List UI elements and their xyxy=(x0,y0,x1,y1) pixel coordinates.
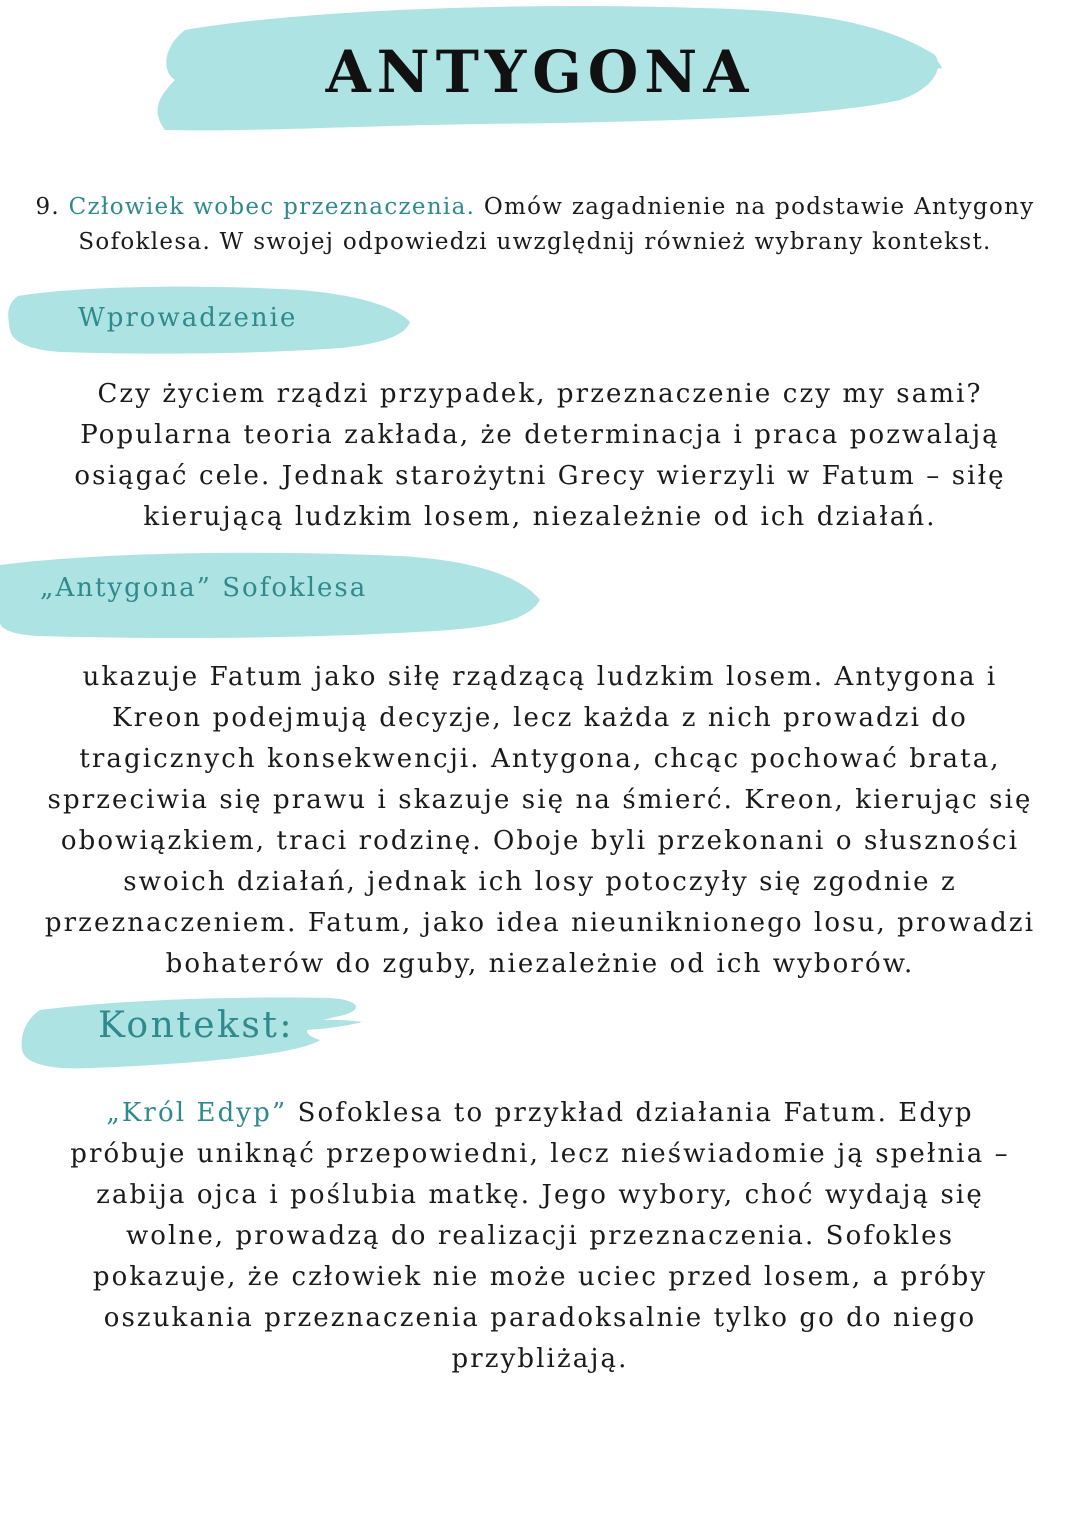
page-title: ANTYGONA xyxy=(325,38,755,106)
question-instruction: Omów zagadnienie na podstawie Antygony Sofoklesa. W swojej odpowiedzi uwzględnij również wybrany kontekst. xyxy=(78,194,1035,255)
intro-paragraph xyxy=(12,374,1068,538)
antygona-line: przeznaczeniem. Fatum, jako idea nieuniknionego losu, prowadzi xyxy=(44,908,1036,938)
kontekst-line: oszukania przeznaczenia paradoksalnie tylko go do niego xyxy=(103,1303,977,1333)
antygona-line: bohaterów do zguby, niezależnie od ich wyborów. xyxy=(165,949,915,979)
antygona-line: ukazuje Fatum jako siłę rządzącą ludzkim losem. Antygona i xyxy=(82,662,998,692)
question-number: 9. xyxy=(35,194,61,220)
kontekst-line: pokazuje, że człowiek nie może uciec przed losem, a próby xyxy=(92,1262,988,1292)
kontekst-line: wolne, prowadzą do realizacji przeznaczenia. Sofokles xyxy=(125,1221,955,1251)
intro-line: osiągać cele. Jednak starożytni Grecy wierzyli w Fatum – siłę xyxy=(74,461,1006,491)
antygona-line: swoich działań, jednak ich losy potoczyły się zgodnie z xyxy=(123,867,957,897)
kontekst-line-first xyxy=(12,1093,1068,1134)
question-topic: Człowiek wobec przeznaczenia. xyxy=(68,194,476,220)
intro-line: Czy życiem rządzi przypadek, przeznaczenie czy my sami? xyxy=(97,379,983,409)
question-prompt xyxy=(10,190,1060,260)
kontekst-line: zabija ojca i poślubia matkę. Jego wybory, choć wydają się xyxy=(96,1180,984,1210)
antygona-line: Kreon podejmują decyzje, lecz każda z nich prowadzi do xyxy=(112,703,968,733)
intro-heading: Wprowadzenie xyxy=(78,303,298,333)
kontekst-heading: Kontekst: xyxy=(98,1005,294,1046)
antygona-line: tragicznych konsekwencji. Antygona, chcąc pochować brata, xyxy=(79,744,1001,774)
kontekst-first-line-rest: Sofoklesa to przykład działania Fatum. Edyp xyxy=(287,1098,974,1128)
kontekst-title-ref: „Król Edyp” xyxy=(106,1098,288,1128)
antygona-line: obowiązkiem, traci rodzinę. Oboje byli przekonani o słuszności xyxy=(60,826,1020,856)
kontekst-paragraph xyxy=(12,1093,1068,1380)
antygona-heading: „Antygona” Sofoklesa xyxy=(40,573,368,603)
antygona-line: sprzeciwia się prawu i skazuje się na śmierć. Kreon, kierując się xyxy=(47,785,1033,815)
intro-line: Popularna teoria zakłada, że determinacja i praca pozwalają xyxy=(80,420,1000,450)
kontekst-line: próbuje uniknąć przepowiedni, lecz nieświadomie ją spełnia – xyxy=(70,1139,1010,1169)
antygona-paragraph xyxy=(12,657,1068,985)
intro-line: kierującą ludzkim losem, niezależnie od ich działań. xyxy=(143,502,937,532)
kontekst-line: przybliżają. xyxy=(451,1344,629,1374)
